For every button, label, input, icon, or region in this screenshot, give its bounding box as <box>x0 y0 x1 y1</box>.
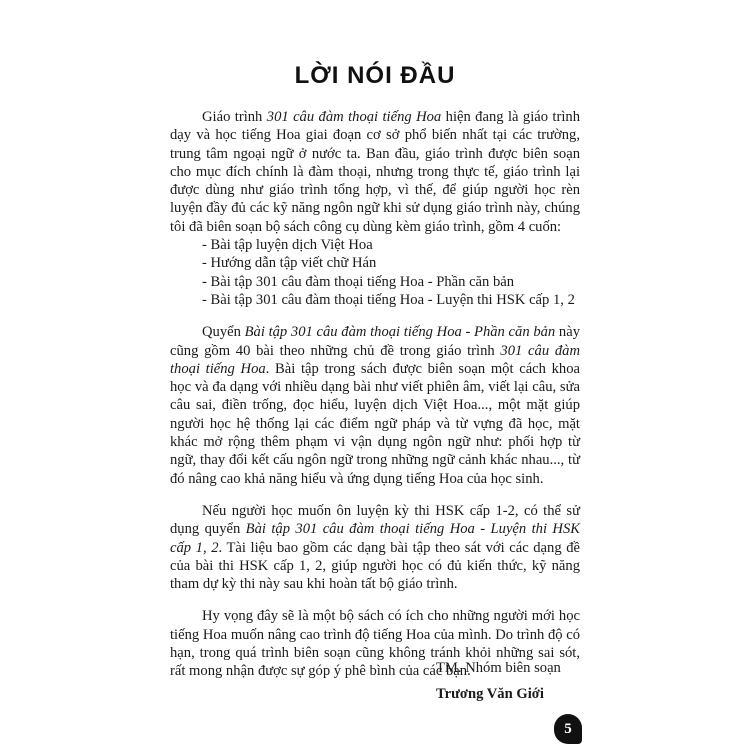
paragraph-4: Hy vọng đây sẽ là một bộ sách có ích cho những người mới học tiếng Hoa muốn nâng cao trình độ tiếng Hoa của mình. Do trình độ có hạn, trong quá trình biên soạn cũng không tránh khỏi những sai sót, rất mong nhận được sự góp ý phê bình của các bạn. <box>170 608 580 680</box>
intro-paragraph <box>170 108 580 236</box>
preface-body <box>170 108 580 681</box>
intro-book-title: 301 câu đàm thoại tiếng Hoa <box>266 109 442 125</box>
signature-group: TM. Nhóm biên soạn <box>436 660 561 676</box>
p3-text-2: . Tài liệu bao gồm các dạng bài tập theo sát với các dạng đề của bài thi HSK cấp 1, 2, giúp người học có đủ kiến thức, kỹ năng tham dự kỳ thi này sau khi hoàn tất bộ giáo trình. <box>170 539 580 593</box>
p2-book-title-2: 301 câu đàm thoại tiếng Hoa <box>170 342 580 377</box>
book-list <box>170 236 580 309</box>
page-number: 5 <box>554 714 582 744</box>
p2-text-2: này cũng gồm 40 bài theo những chủ đề trong giáo trình <box>170 324 580 359</box>
p2-book-title: Bài tập 301 câu đàm thoại tiếng Hoa - Phần căn bản <box>244 324 556 341</box>
book-list-item: - Bài tập 301 câu đàm thoại tiếng Hoa - Luyện thi HSK cấp 1, 2 <box>202 291 575 308</box>
paragraph-3 <box>170 502 580 593</box>
p3-text-1: Nếu người học muốn ôn luyện kỳ thi HSK cấp 1-2, có thể sử dụng quyển <box>170 502 580 538</box>
paragraph-2 <box>170 323 580 488</box>
book-list-item: - Bài tập luyện dịch Việt Hoa <box>202 237 373 254</box>
intro-text-1: Giáo trình <box>202 109 267 125</box>
page-title: LỜI NÓI ĐẦU <box>294 62 456 89</box>
p2-text-1: Quyển <box>202 324 245 341</box>
p3-book-title: Bài tập 301 câu đàm thoại tiếng Hoa - Luyện thi HSK cấp 1, 2 <box>170 521 580 556</box>
intro-text-2: hiện đang là giáo trình dạy và học tiếng Hoa giai đoạn cơ sở phổ biến nhất tại các trường, trung tâm ngoại ngữ ở nước ta. Ban đầu, giáo trình được biên soạn cho mục đích chính là đàm thoại, nhưng trong thực tế, giáo trình lại được dùng như giáo trình tổng hợp, vì thế, để giúp người học rèn luyện đầy đủ các kỹ năng ngôn ngữ khi sử dụng giáo trình này, chúng tôi đã biên soạn bộ sách công cụ dùng kèm giáo trình, gồm 4 cuốn: <box>170 109 580 235</box>
book-list-item: - Bài tập 301 câu đàm thoại tiếng Hoa - Phần căn bản <box>202 273 515 290</box>
p2-text-3: . Bài tập trong sách được biên soạn một cách khoa học và đa dạng với nhiều dạng bài như viết phiên âm, viết lại câu, sửa câu sai, điền trống, đọc hiểu, luyện dịch Việt Hoa..., một mặt giúp người học hệ thống lại các điểm ngữ pháp và từ vựng đã học, mặt khác mở rộng thêm phạm vi vận dụng ngôn ngữ như: phối hợp từ ngữ, thay đổi kết cấu ngôn ngữ trong những ngữ cảnh khác nhau..., từ đó nâng cao khả năng hiểu và ứng dụng tiếng Hoa của học sinh. <box>170 360 580 487</box>
signature-name: Trương Văn Giới <box>436 686 544 702</box>
book-list-item: - Hướng dẫn tập viết chữ Hán <box>202 255 377 272</box>
